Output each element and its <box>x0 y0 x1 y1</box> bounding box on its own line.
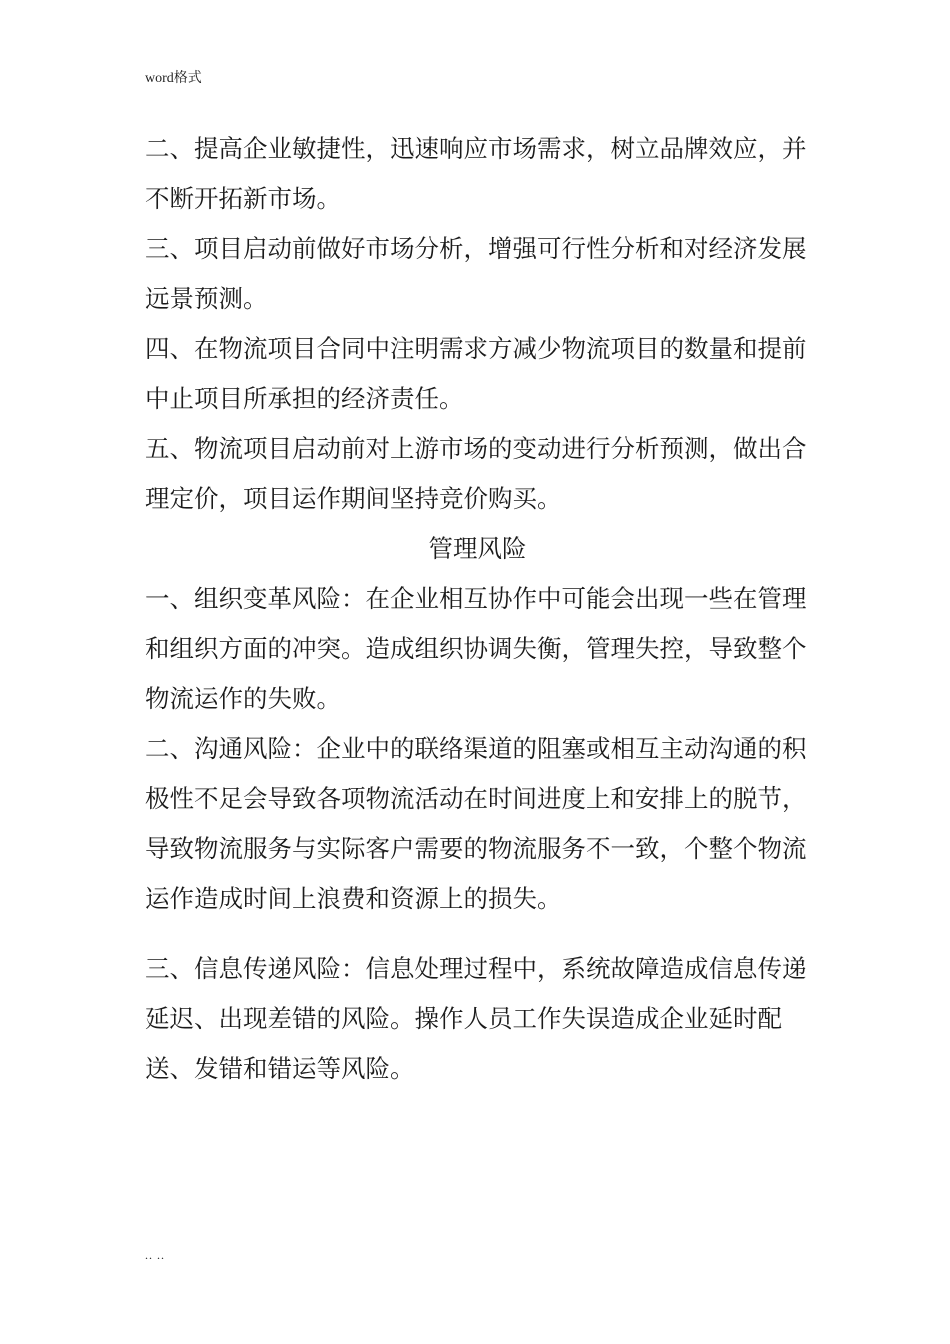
paragraph-org-change-risk: 一、组织变革风险：在企业相互协作中可能会出现一些在管理和组织方面的冲突。造成组织协调失衡，管理失控，导致整个物流运作的失败。 <box>145 584 807 713</box>
page-header: word格式 <box>145 71 202 86</box>
paragraph-communication-risk: 二、沟通风险：企业中的联络渠道的阻塞或相互主动沟通的积极性不足会导致各项物流活动在时间进度上和安排上的脱节，导致物流服务与实际客户需要的物流服务不一致，个整个物流运作造成时间上浪费和资源上的损失。 <box>145 734 807 913</box>
paragraph-market-agility: 二、提高企业敏捷性，迅速响应市场需求，树立品牌效应，并不断开拓新市场。 <box>145 134 807 213</box>
paragraph-gap <box>145 924 810 944</box>
page-footer: .. .. <box>145 1248 165 1262</box>
paragraph-information-risk: 三、信息传递风险：信息处理过程中，系统故障造成信息传递延迟、出现差错的风险。操作人员工作失误造成企业延时配送、发错和错运等风险。 <box>145 954 807 1083</box>
document-body <box>145 124 810 1094</box>
paragraph-pricing: 五、物流项目启动前对上游市场的变动进行分析预测，做出合理定价，项目运作期间坚持竞价购买。 <box>145 434 807 513</box>
paragraph-market-analysis: 三、项目启动前做好市场分析，增强可行性分析和对经济发展远景预测。 <box>145 234 807 313</box>
section-heading: 管理风险 <box>428 534 527 563</box>
paragraph-contract-terms: 四、在物流项目合同中注明需求方减少物流项目的数量和提前中止项目所承担的经济责任。 <box>145 334 807 413</box>
